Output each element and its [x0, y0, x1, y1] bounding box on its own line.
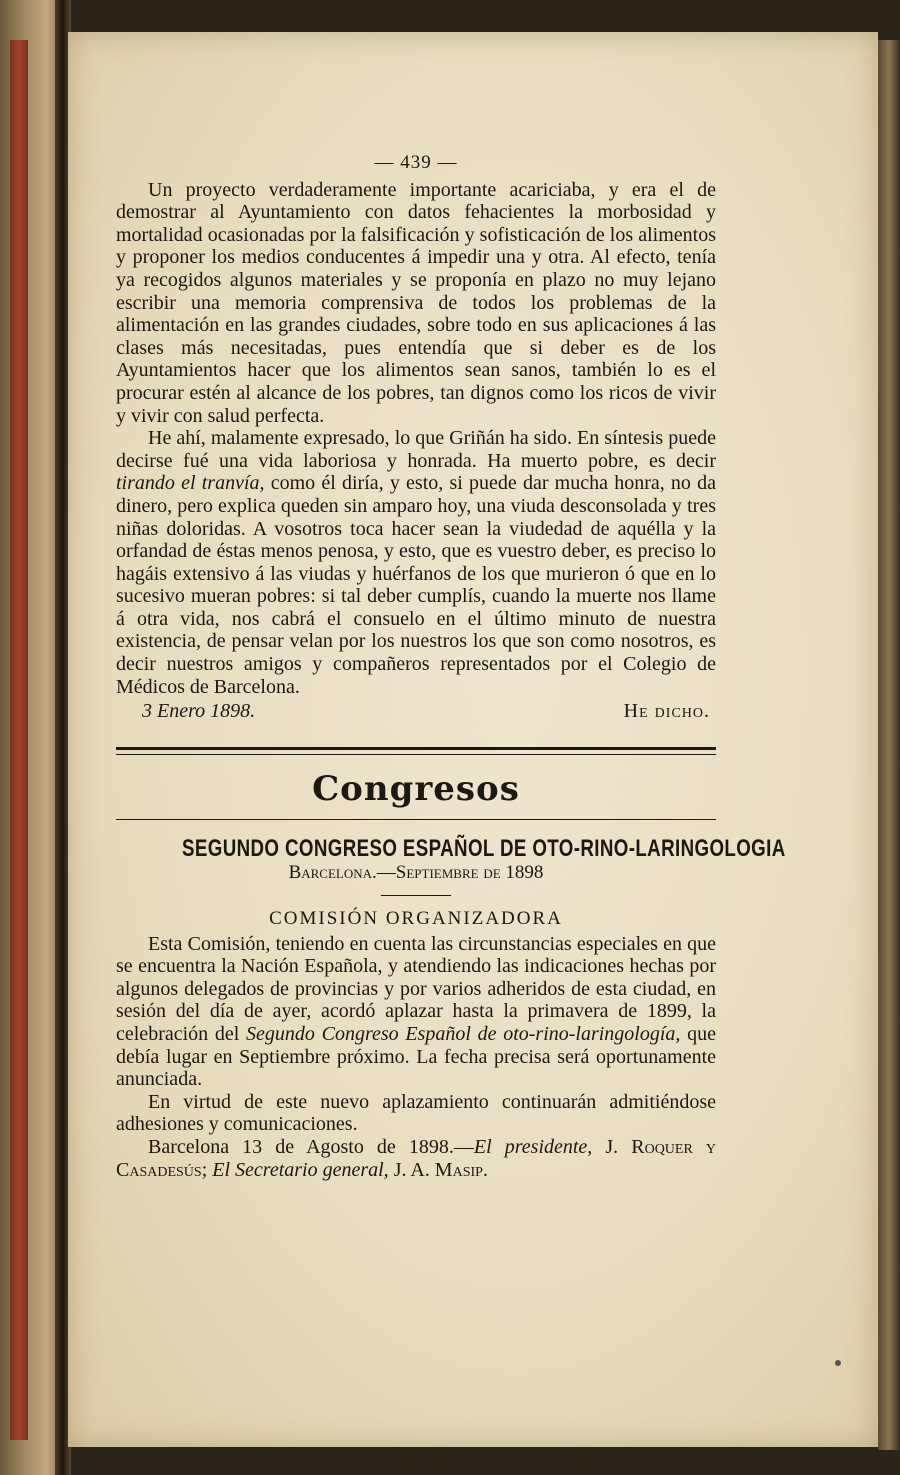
book-spine-edge [10, 40, 28, 1440]
section-paragraph-1 [116, 933, 716, 1091]
signature-place: Barcelona 13 de Agosto de 1898.— [148, 1135, 474, 1158]
article-signoff [116, 700, 716, 723]
article-paragraph-1: Un proyecto verdaderamente importante acariciaba, y era el de demostrar al Ayuntamiento con datos fehacientes la morbosidad y mortalidad ocasionadas por la falsificación y sofisticación de los alimentos y proponer los medios conducentes á impedir una y otra. Al efecto, tenía ya recogidos algunos materiales y se proponía en plazo no muy lejano escribir una memoria comprensiva de todos los problemas de la alimentación en las grandes ciudades, sobre todo en sus aplicaciones á las clases más necesitadas, pues entendía que si deber es de los Ayuntamientos hacer que los alimentos sean sanos, también lo es el procurar estén al alcance de los pobres, tan dignos como los ricos de vivir y vivir con salud perfecta. [116, 178, 716, 427]
article-paragraph-2-italic: tirando el tranvía, [116, 472, 265, 495]
signature-secretary: J. A. Masip. [388, 1158, 488, 1181]
congress-title: SEGUNDO CONGRESO ESPAÑOL DE OTO-RINO-LARINGOLOGIA [182, 834, 786, 862]
article-paragraph-2 [116, 427, 716, 698]
signature-secretary-label: El Secretario general, [212, 1158, 389, 1181]
section-heading: Congresos [312, 768, 520, 809]
left-page-edge [0, 0, 62, 1475]
section-paragraph-2: En virtud de este nuevo aplazamiento continuarán admitiéndose adhesiones y comunicaciones. [116, 1090, 716, 1136]
page-content [116, 152, 786, 1181]
article-paragraph-2-start: He ahí, malamente expresado, lo que Griñán ha sido. En síntesis puede decirse fué una vida laboriosa y honrada. Ha muerto pobre, es decir [116, 427, 716, 472]
section-paragraph-1-italic: Segundo Congreso Español de oto-rino-laringología, [246, 1023, 681, 1045]
article-closing: He dicho. [623, 700, 710, 723]
page-number: — 439 — [374, 152, 458, 173]
section-paragraph-1-start: Esta Comisión, teniendo en cuenta las circunstancias especiales en que se encuentra la Nación Española, y atendiendo las indicaciones hechas por algunos delegados de provincias y por varios adheridos de esta ciudad, en sesión del día de ayer, acordó aplazar hasta la primavera de 1899, la celebración del [116, 932, 716, 1045]
section-paragraph-1-end: que debía lugar en Septiembre próximo. La fecha precisa será oportunamente anunciada. [116, 1023, 717, 1091]
section-heading-rule [116, 819, 716, 820]
section-divider [116, 747, 716, 755]
signature-president-label: El presidente, [473, 1135, 593, 1158]
congress-subtitle: Barcelona.—Septiembre de 1898 [288, 862, 544, 884]
right-page-edge [878, 40, 900, 1450]
committee-heading: COMISIÓN ORGANIZADORA [269, 908, 563, 930]
article-paragraph-2-end: como él diría, y esto, si puede dar mucha honra, no da dinero, pero explica queden sin amparo hoy, una viuda desconsolada y tres niñas doloridas. A vosotros toca hacer sean la viudedad de aquélla y la orfandad de éstas menos penosa, y esto, que es vuestro deber, es preciso lo hagáis extensivo á las viudas y huérfanos de los que murieron ó que en lo sucesivo mueran pobres: si tal deber cumplís, cuando la muerte nos llame á otra vida, nos cabrá el consuelo en el último minuto de nuestra existencia, de pensar velan por los nuestros los que son como nosotros, es decir nuestros amigos y compañeros representados por el Colegio de Médicos de Barcelona. [116, 472, 717, 698]
section-signature [116, 1136, 716, 1181]
book-page [68, 32, 878, 1447]
signature-president: J. Roquer y Casadesús; [116, 1135, 716, 1181]
page-speck [835, 1360, 841, 1366]
short-divider [381, 895, 451, 896]
article-date: 3 Enero 1898. [142, 700, 256, 723]
